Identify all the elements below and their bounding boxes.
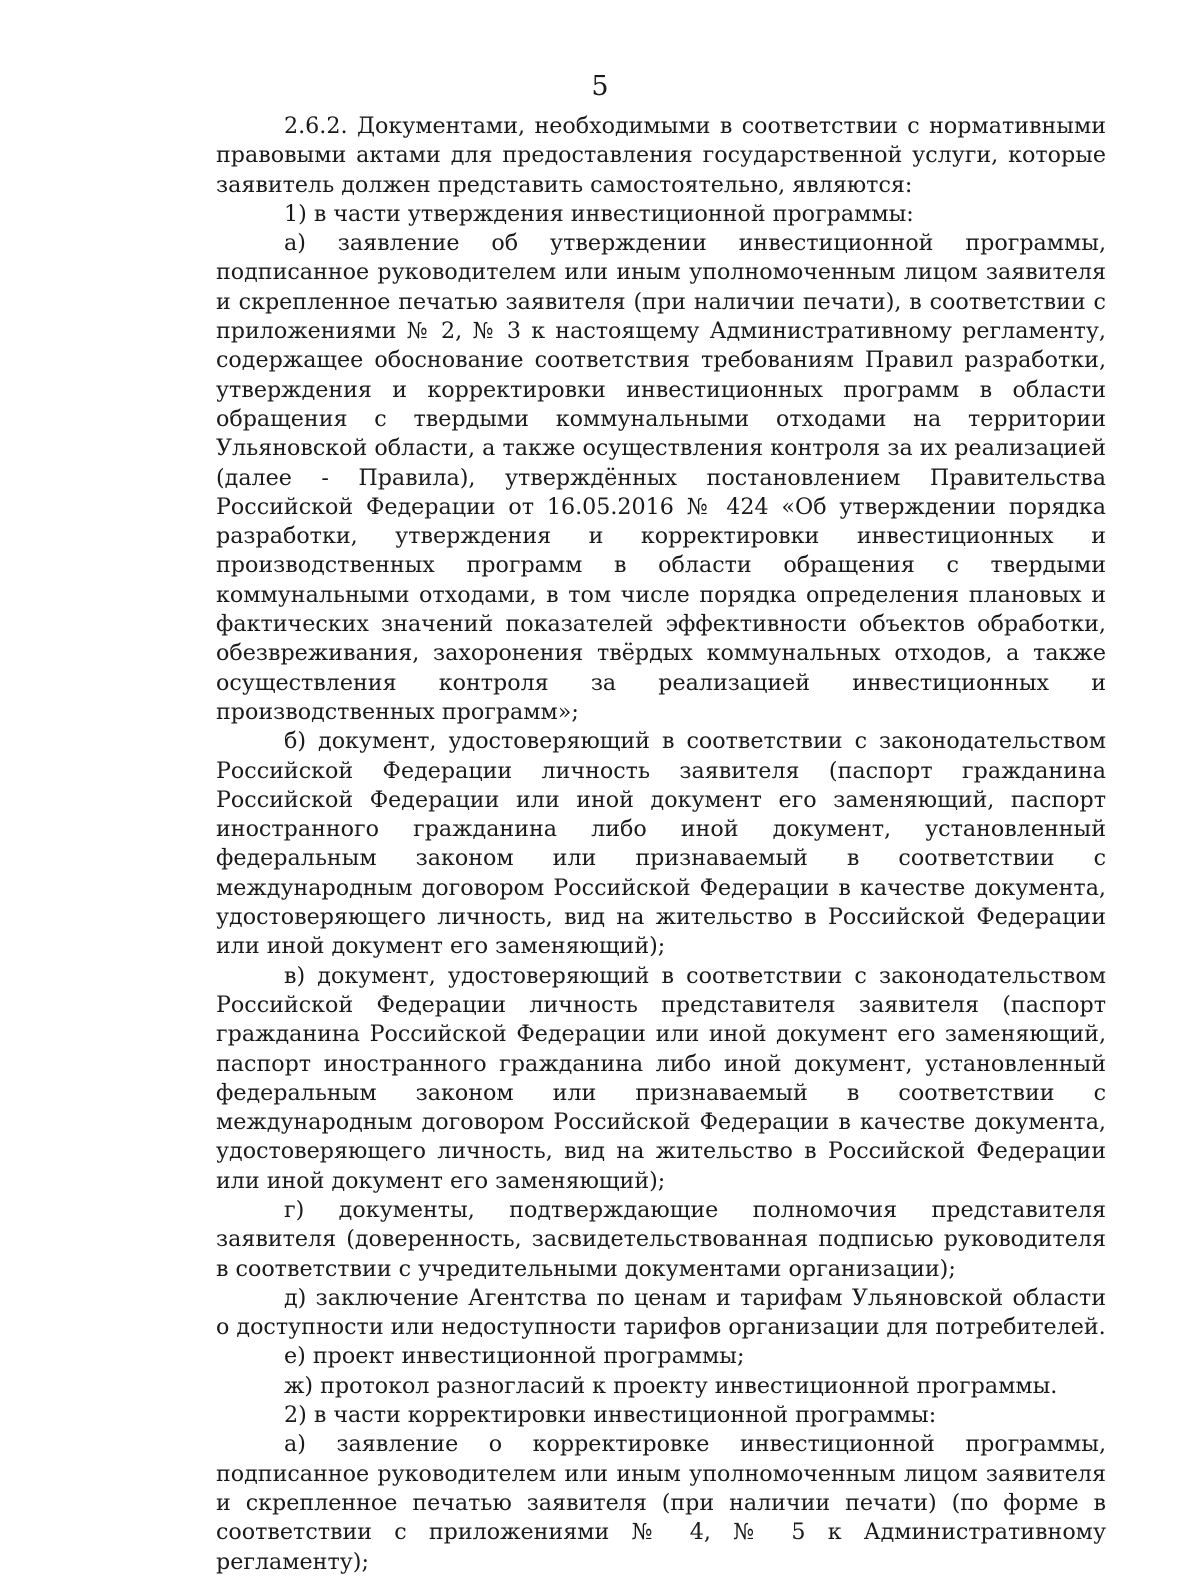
paragraph-item-1d: д) заключение Агентства по ценам и тарифам Ульяновской области о доступности или недоступности тарифов организации для потребителей. bbox=[216, 1284, 1106, 1341]
page-number: 5 bbox=[591, 71, 609, 102]
paragraph-item-1a: а) заявление об утверждении инвестиционной программы, подписанное руководителем или иным уполномоченным лицом заявителя и скрепленное печатью заявителя (при наличии печати), в соответствии с приложениями № 2, № 3 к настоящему Административному регламенту, содержащее обоснование соответствия требованиям Правил разработки, утверждения и корректировки инвестиционных программ в области обращения с твердыми коммунальными отходами на территории Ульяновской области, а также осуществления контроля за их реализацией (далее - Правила), утверждённых постановлением Правительства Российской Федерации от 16.05.2016 № 424 «Об утверждении порядка разработки, утверждения и корректировки инвестиционных и производственных программ в области обращения с твердыми коммунальными отходами, в том числе порядка определения плановых и фактических значений показателей эффективности объектов обработки, обезвреживания, захоронения твёрдых коммунальных отходов, а также осуществления контроля за реализацией инвестиционных и производственных программ»; bbox=[216, 230, 1106, 725]
paragraph-item-1zh: ж) протокол разногласий к проекту инвестиционной программы. bbox=[284, 1372, 1058, 1399]
paragraph-item-2: 2) в части корректировки инвестиционной программы: bbox=[284, 1402, 937, 1429]
paragraph-item-1e: е) проект инвестиционной программы; bbox=[284, 1343, 745, 1370]
paragraph-item-1b: б) документ, удостоверяющий в соответствии с законодательством Российской Федерации личность заявителя (паспорт гражданина Российской Федерации или иной документ его заменяющий, паспорт иностранного гражданина либо иной документ, установленный федеральным законом или признаваемый в соответствии с международным договором Российской Федерации в качестве документа, удостоверяющего личность, вид на жительство в Российской Федерации или иной документ его заменяющий); bbox=[216, 728, 1106, 960]
paragraph-item-1: 1) в части утверждения инвестиционной программы: bbox=[284, 200, 914, 227]
paragraph-item-1g: г) документы, подтверждающие полномочия представителя заявителя (доверенность, засвидетельствованная подписью руководителя в соответствии с учредительными документами организации); bbox=[216, 1196, 1106, 1282]
document-body bbox=[216, 112, 1106, 1577]
paragraph-item-2a: а) заявление о корректировке инвестиционной программы, подписанное руководителем или иным уполномоченным лицом заявителя и скрепленное печатью заявителя (при наличии печати) (по форме в соответствии с приложениями № 4, № 5 к Административному регламенту); bbox=[216, 1431, 1106, 1575]
paragraph-2-6-2: 2.6.2. Документами, необходимыми в соответствии с нормативными правовыми актами для предоставления государственной услуги, которые заявитель должен представить самостоятельно, являются: bbox=[216, 113, 1106, 198]
paragraph-item-1v: в) документ, удостоверяющий в соответствии с законодательством Российской Федерации личность представителя заявителя (паспорт гражданина Российской Федерации или иной документ его заменяющий, паспорт иностранного гражданина либо иной документ, установленный федеральным законом или признаваемый в соответствии с международным договором Российской Федерации в качестве документа, удостоверяющего личность, вид на жительство в Российской Федерации или иной документ его заменяющий); bbox=[216, 962, 1106, 1194]
